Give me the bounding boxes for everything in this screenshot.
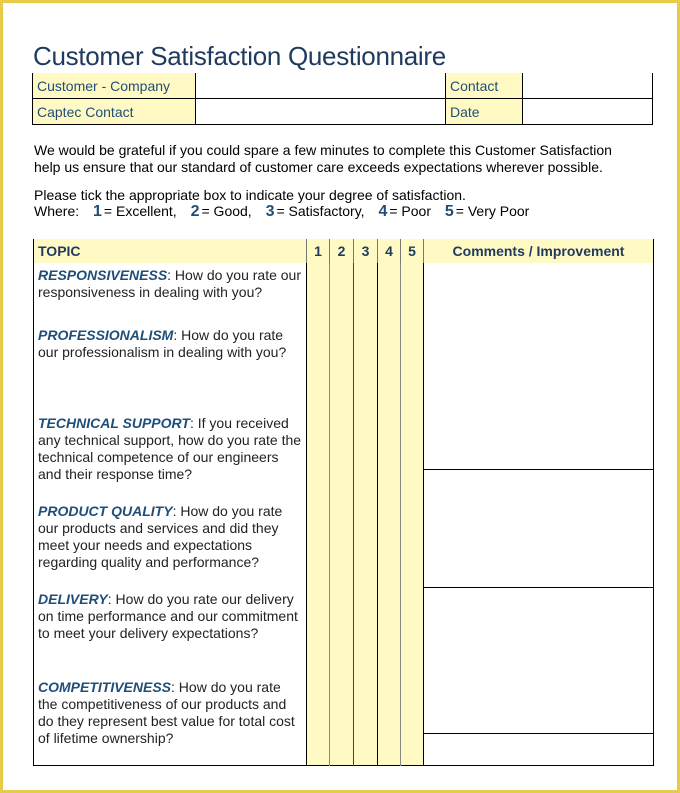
table-row: [34, 263, 654, 323]
header-topic: TOPIC: [34, 239, 307, 263]
scale-label-4: = Poor: [389, 203, 431, 219]
rating-scale-legend: [34, 203, 529, 221]
table-header-row: [34, 239, 654, 263]
rating-cell-5[interactable]: [401, 323, 424, 411]
comments-cell-2[interactable]: [424, 499, 654, 675]
rating-cell-1[interactable]: [307, 323, 330, 411]
header-rating-1: 1: [307, 239, 330, 263]
table-row: [34, 499, 654, 587]
header-rating-4: 4: [378, 239, 401, 263]
rating-cell-4[interactable]: [378, 411, 401, 499]
scale-num-3: 3: [265, 203, 275, 220]
header-comments: Comments / Improvement: [424, 239, 654, 263]
topic-name: PROFESSIONALISM: [38, 327, 174, 343]
topic-question: : How do you rate our professionalism in dealing with you?: [38, 327, 287, 360]
rating-cell-3[interactable]: [354, 587, 378, 675]
row-topic-product-quality: [34, 499, 307, 587]
scale-num-1: 1: [93, 203, 102, 220]
rating-cell-4[interactable]: [378, 587, 401, 675]
rating-cell-2[interactable]: [330, 587, 354, 675]
rating-cell-3[interactable]: [354, 411, 378, 499]
scale-num-4: 4: [378, 203, 388, 220]
rating-cell-3[interactable]: [354, 323, 378, 411]
captec-contact-label: Captec Contact: [33, 99, 196, 125]
topic-name: RESPONSIVENESS: [38, 267, 168, 283]
rating-cell-3[interactable]: [354, 263, 378, 323]
rating-cell-1[interactable]: [307, 499, 330, 587]
comments-cell-3[interactable]: [424, 675, 654, 765]
rating-cell-2[interactable]: [330, 411, 354, 499]
satisfaction-table: [33, 239, 654, 766]
date-field[interactable]: [523, 99, 653, 125]
row-topic-technical-support: [34, 411, 307, 499]
header-rating-3: 3: [354, 239, 378, 263]
rating-cell-5[interactable]: [401, 587, 424, 675]
topic-question: : How do you rate our responsiveness in dealing with you?: [38, 267, 302, 300]
header-rating-5: 5: [401, 239, 424, 263]
where-label: Where:: [34, 203, 80, 219]
topic-question: : How do you rate the competitiveness of our products and do they represent best value for total cost of lifetime ownership?: [38, 679, 295, 746]
topic-name: DELIVERY: [38, 591, 108, 607]
rating-cell-2[interactable]: [330, 675, 354, 765]
header-rating-2: 2: [330, 239, 354, 263]
comments-divider: [424, 587, 653, 588]
topic-name: PRODUCT QUALITY: [38, 503, 173, 519]
scale-num-2: 2: [190, 203, 200, 220]
contact-label: Contact: [446, 73, 523, 99]
rating-cell-1[interactable]: [307, 587, 330, 675]
scale-label-1: = Excellent,: [103, 203, 177, 219]
topic-name: COMPETITIVENESS: [38, 679, 172, 695]
row-topic-professionalism: [34, 323, 307, 411]
rating-cell-4[interactable]: [378, 263, 401, 323]
rating-cell-1[interactable]: [307, 675, 330, 765]
customer-company-label: Customer - Company: [33, 73, 196, 99]
topic-question: : How do you rate our products and services and did they meet your needs and expectations regarding quality and performance?: [38, 503, 283, 570]
rating-cell-3[interactable]: [354, 499, 378, 587]
scale-label-3: = Satisfactory,: [276, 203, 365, 219]
intro-line-1: We would be grateful if you could spare a few minutes to complete this Customer Satisfaction: [34, 142, 612, 158]
scale-num-5: 5: [444, 203, 454, 220]
rating-cell-5[interactable]: [401, 499, 424, 587]
row-topic-responsiveness: [34, 263, 307, 323]
rating-cell-1[interactable]: [307, 411, 330, 499]
rating-cell-4[interactable]: [378, 323, 401, 411]
captec-contact-field[interactable]: [196, 99, 446, 125]
rating-cell-5[interactable]: [401, 675, 424, 765]
row-topic-competitiveness: [34, 675, 307, 765]
rating-cell-2[interactable]: [330, 263, 354, 323]
date-label: Date: [446, 99, 523, 125]
scale-label-5: = Very Poor: [455, 203, 530, 219]
rating-cell-3[interactable]: [354, 675, 378, 765]
rating-cell-4[interactable]: [378, 675, 401, 765]
topic-name: TECHNICAL SUPPORT: [38, 415, 190, 431]
rating-cell-4[interactable]: [378, 499, 401, 587]
scale-label-2: = Good,: [201, 203, 252, 219]
instruction-text: Please tick the appropriate box to indicate your degree of satisfaction.: [34, 187, 466, 203]
rating-cell-2[interactable]: [330, 499, 354, 587]
page-title: Customer Satisfaction Questionnaire: [33, 41, 446, 71]
rating-cell-5[interactable]: [401, 411, 424, 499]
topic-question: : How do you rate our delivery on time performance and our commitment to meet your delivery expectations?: [38, 591, 298, 641]
contact-field[interactable]: [523, 73, 653, 99]
contact-info-table: [32, 73, 653, 125]
customer-company-field[interactable]: [196, 73, 446, 99]
topic-question: : If you received any technical support, how do you rate the technical competence of our engineers and their response time?: [38, 415, 302, 482]
comments-divider: [424, 469, 653, 470]
rating-cell-5[interactable]: [401, 263, 424, 323]
comments-cell-1[interactable]: [424, 263, 654, 499]
intro-line-2: help us ensure that our standard of customer care exceeds expectations wherever possible.: [34, 159, 603, 175]
rating-cell-1[interactable]: [307, 263, 330, 323]
row-topic-delivery: [34, 587, 307, 675]
table-row: [34, 675, 654, 765]
rating-cell-2[interactable]: [330, 323, 354, 411]
comments-divider: [424, 733, 653, 734]
